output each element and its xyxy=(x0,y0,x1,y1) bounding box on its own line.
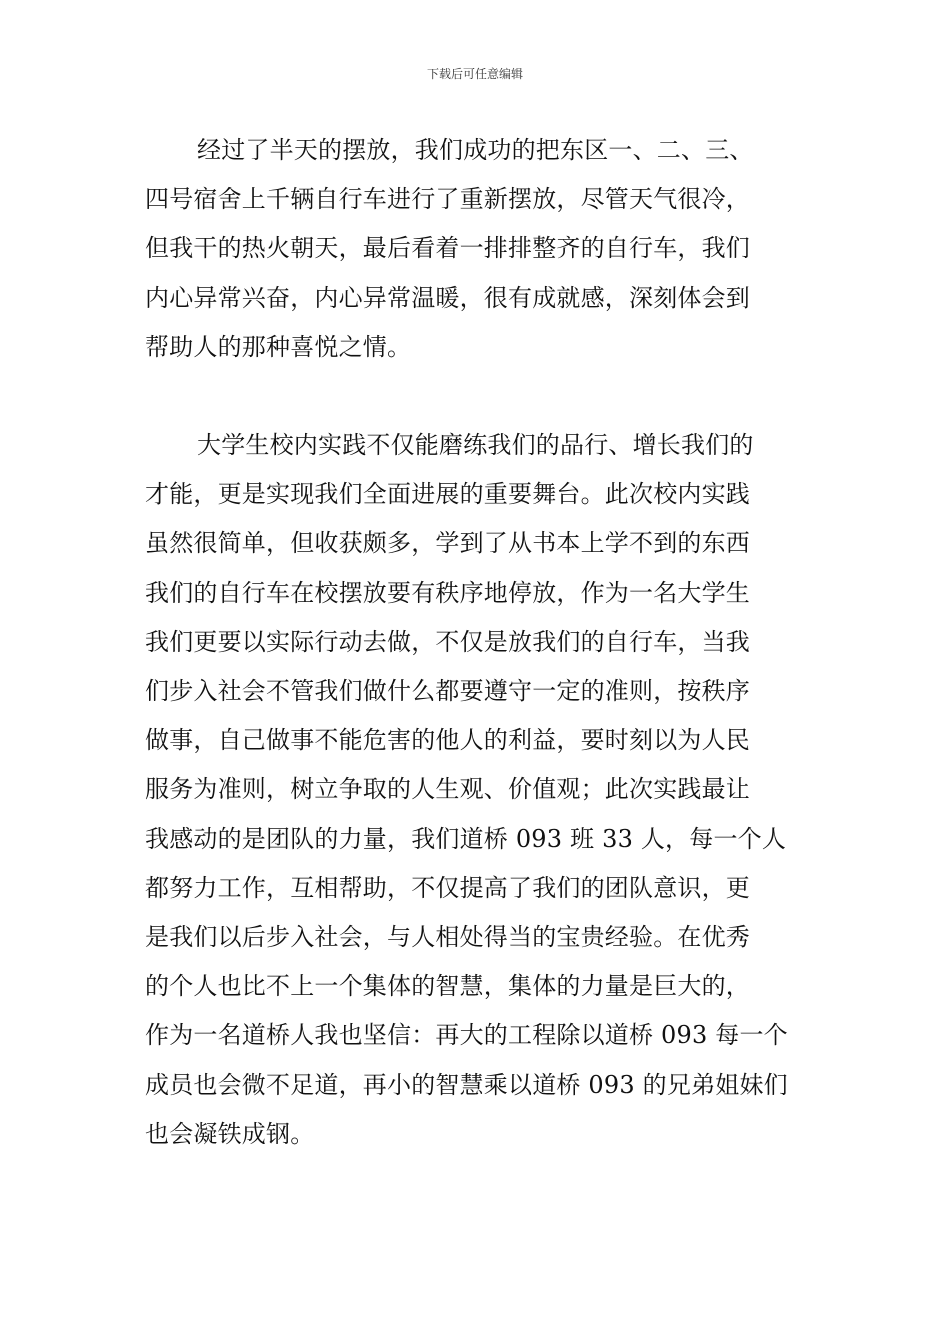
paragraph-line: 做事，自己做事不能危害的他人的利益，要时刻以为人民 xyxy=(145,726,750,755)
paragraph-line: 四号宿舍上千辆自行车进行了重新摆放，尽管天气很冷， xyxy=(145,185,750,214)
paragraph-line: 但我干的热火朝天，最后看着一排排整齐的自行车，我们 xyxy=(145,234,750,263)
paragraph-1 xyxy=(145,126,810,372)
paragraph-line: 我们的自行车在校摆放要有秩序地停放，作为一名大学生 xyxy=(145,578,750,607)
paragraph-line: 帮助人的那种喜悦之情。 xyxy=(145,332,412,361)
paragraph-line: 我感动的是团队的力量，我们道桥 093 班 33 人，每一个人 xyxy=(145,824,787,853)
paragraph-line: 作为一名道桥人我也坚信：再大的工程除以道桥 093 每一个 xyxy=(145,1021,788,1050)
paragraph-line: 的个人也比不上一个集体的智慧，集体的力量是巨大的， xyxy=(145,972,750,1001)
paragraph-line: 服务为准则，树立争取的人生观、价值观；此次实践最让 xyxy=(145,775,750,804)
paragraph-2 xyxy=(145,421,810,1159)
paragraph-line: 大学生校内实践不仅能磨练我们的品行、增长我们的 xyxy=(197,431,754,459)
paragraph-line: 虽然很简单，但收获颇多，学到了从书本上学不到的东西 xyxy=(145,529,750,558)
paragraph-line: 也会凝铁成钢。 xyxy=(145,1119,315,1148)
paragraph-line: 我们更要以实际行动去做，不仅是放我们的自行车，当我 xyxy=(145,627,750,656)
paragraph-line: 内心异常兴奋，内心异常温暖，很有成就感，深刻体会到 xyxy=(145,283,750,312)
paragraph-line: 是我们以后步入社会，与人相处得当的宝贵经验。在优秀 xyxy=(145,923,750,952)
paragraph-line: 都努力工作，互相帮助，不仅提高了我们的团队意识，更 xyxy=(145,873,750,902)
page-header-note: 下载后可任意编辑 xyxy=(426,67,523,81)
paragraph-line: 成员也会微不足道，再小的智慧乘以道桥 093 的兄弟姐妹们 xyxy=(145,1070,788,1099)
paragraph-line: 经过了半天的摆放，我们成功的把东区一、二、三、 xyxy=(197,136,754,164)
paragraph-line: 们步入社会不管我们做什么都要遵守一定的准则，按秩序 xyxy=(145,677,750,706)
paragraph-line: 才能，更是实现我们全面进展的重要舞台。此次校内实践 xyxy=(145,480,750,509)
